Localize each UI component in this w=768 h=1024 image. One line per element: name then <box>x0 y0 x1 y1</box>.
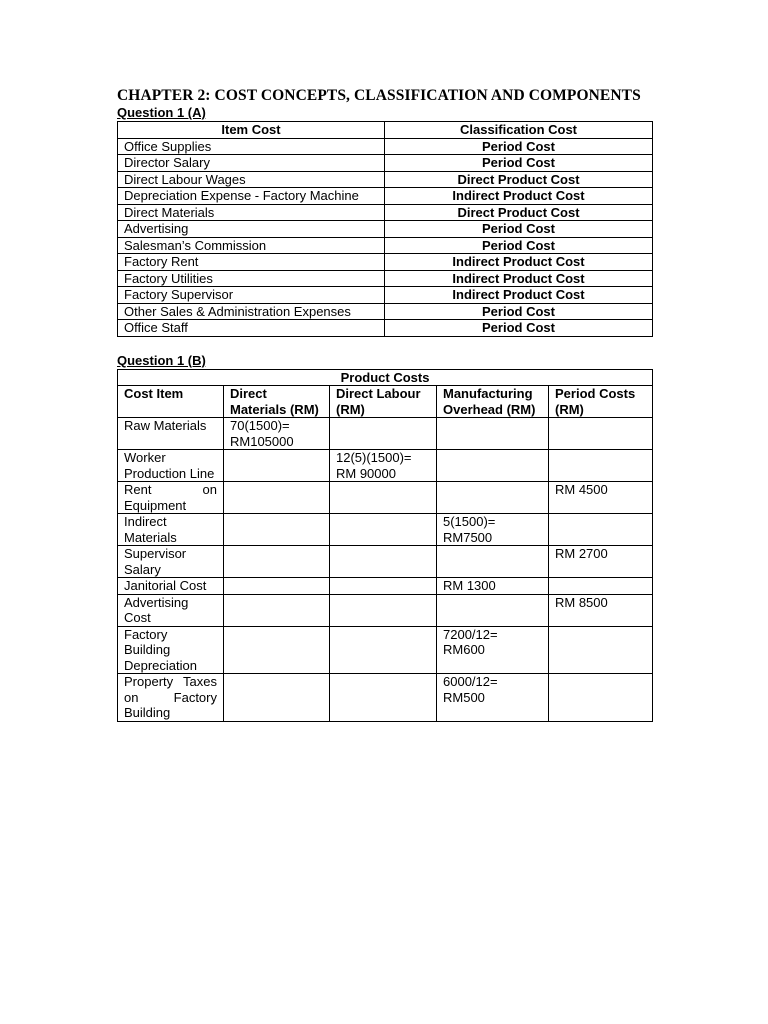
table-row <box>118 320 653 337</box>
item-cost-cell: Office Supplies <box>118 138 385 155</box>
direct-materials-cell <box>224 594 330 626</box>
direct-materials-cell <box>224 514 330 546</box>
table-row <box>118 674 653 722</box>
manufacturing-overhead-cell: 7200/12= RM600 <box>437 626 549 674</box>
column-header-item-cost: Item Cost <box>118 122 385 139</box>
question-1b-heading: Question 1 (B) <box>117 352 206 368</box>
cost-item-cell: Indirect Materials <box>118 514 224 546</box>
direct-materials-cell: 70(1500)= RM105000 <box>224 418 330 450</box>
direct-labour-cell <box>330 594 437 626</box>
table-row <box>118 546 653 578</box>
item-cost-cell: Other Sales & Administration Expenses <box>118 303 385 320</box>
period-costs-cell <box>549 626 653 674</box>
direct-labour-cell <box>330 546 437 578</box>
period-costs-cell: RM 8500 <box>549 594 653 626</box>
item-cost-cell: Advertising <box>118 221 385 238</box>
table-row <box>118 188 653 205</box>
direct-labour-cell <box>330 514 437 546</box>
table-row <box>118 303 653 320</box>
manufacturing-overhead-cell <box>437 546 549 578</box>
manufacturing-overhead-cell <box>437 482 549 514</box>
classification-cell: Period Cost <box>385 138 653 155</box>
period-costs-cell <box>549 418 653 450</box>
cost-item-cell: Worker Production Line <box>118 450 224 482</box>
table-row <box>118 155 653 172</box>
table-row <box>118 270 653 287</box>
product-costs-header: Product Costs <box>118 369 653 386</box>
item-cost-cell: Depreciation Expense - Factory Machine <box>118 188 385 205</box>
classification-cell: Indirect Product Cost <box>385 254 653 271</box>
table-row <box>118 482 653 514</box>
period-costs-cell <box>549 578 653 595</box>
item-cost-cell: Direct Materials <box>118 204 385 221</box>
classification-cell: Period Cost <box>385 303 653 320</box>
direct-labour-cell: 12(5)(1500)= RM 90000 <box>330 450 437 482</box>
cost-item-cell: Janitorial Cost <box>118 578 224 595</box>
cost-item-cell: Raw Materials <box>118 418 224 450</box>
direct-labour-cell <box>330 578 437 595</box>
item-cost-cell: Factory Utilities <box>118 270 385 287</box>
classification-cell: Indirect Product Cost <box>385 270 653 287</box>
direct-materials-cell <box>224 546 330 578</box>
item-cost-cell: Factory Supervisor <box>118 287 385 304</box>
period-costs-cell: RM 4500 <box>549 482 653 514</box>
column-header-manufacturing-overhead: Manufacturing Overhead (RM) <box>437 386 549 418</box>
table-header-row <box>118 386 653 418</box>
cost-breakdown-table <box>117 369 653 722</box>
item-cost-cell: Director Salary <box>118 155 385 172</box>
cost-item-cell: Advertising Cost <box>118 594 224 626</box>
classification-cell: Period Cost <box>385 221 653 238</box>
table-row <box>118 171 653 188</box>
manufacturing-overhead-cell <box>437 594 549 626</box>
classification-cell: Indirect Product Cost <box>385 287 653 304</box>
table-row <box>118 514 653 546</box>
classification-cell: Period Cost <box>385 155 653 172</box>
cost-item-cell: Rent on Equipment <box>118 482 224 514</box>
classification-cell: Period Cost <box>385 237 653 254</box>
column-header-classification: Classification Cost <box>385 122 653 139</box>
direct-labour-cell <box>330 482 437 514</box>
chapter-title: CHAPTER 2: COST CONCEPTS, CLASSIFICATION AND COMPONENTS <box>117 87 641 104</box>
manufacturing-overhead-cell <box>437 450 549 482</box>
direct-materials-cell <box>224 674 330 722</box>
document-page <box>117 86 652 722</box>
manufacturing-overhead-cell: 5(1500)= RM7500 <box>437 514 549 546</box>
item-cost-cell: Office Staff <box>118 320 385 337</box>
direct-materials-cell <box>224 578 330 595</box>
manufacturing-overhead-cell: 6000/12= RM500 <box>437 674 549 722</box>
item-cost-cell: Salesman’s Commission <box>118 237 385 254</box>
table-row <box>118 287 653 304</box>
column-header-direct-materials: Direct Materials (RM) <box>224 386 330 418</box>
item-cost-cell: Factory Rent <box>118 254 385 271</box>
column-header-direct-labour: Direct Labour (RM) <box>330 386 437 418</box>
period-costs-cell: RM 2700 <box>549 546 653 578</box>
column-header-cost-item: Cost Item <box>118 386 224 418</box>
question-1a-heading: Question 1 (A) <box>117 105 206 120</box>
table-row <box>118 204 653 221</box>
table-row <box>118 138 653 155</box>
classification-cell: Direct Product Cost <box>385 171 653 188</box>
direct-labour-cell <box>330 626 437 674</box>
cost-item-cell: Supervisor Salary <box>118 546 224 578</box>
manufacturing-overhead-cell: RM 1300 <box>437 578 549 595</box>
classification-cell: Period Cost <box>385 320 653 337</box>
cost-item-cell: Factory Building Depreciation <box>118 626 224 674</box>
period-costs-cell <box>549 514 653 546</box>
table-row <box>118 578 653 595</box>
direct-materials-cell <box>224 626 330 674</box>
direct-materials-cell <box>224 482 330 514</box>
direct-labour-cell <box>330 418 437 450</box>
table-group-header-row <box>118 369 653 386</box>
column-header-period-costs: Period Costs (RM) <box>549 386 653 418</box>
manufacturing-overhead-cell <box>437 418 549 450</box>
period-costs-cell <box>549 674 653 722</box>
direct-materials-cell <box>224 450 330 482</box>
table-row <box>118 418 653 450</box>
item-cost-cell: Direct Labour Wages <box>118 171 385 188</box>
classification-cell: Indirect Product Cost <box>385 188 653 205</box>
table-row <box>118 254 653 271</box>
table-row <box>118 237 653 254</box>
table-row <box>118 626 653 674</box>
direct-labour-cell <box>330 674 437 722</box>
table-row <box>118 450 653 482</box>
classification-cell: Direct Product Cost <box>385 204 653 221</box>
classification-table <box>117 121 653 337</box>
table-header-row <box>118 122 653 139</box>
period-costs-cell <box>549 450 653 482</box>
table-row <box>118 221 653 238</box>
cost-item-cell: Property Taxes on Factory Building <box>118 674 224 722</box>
table-row <box>118 594 653 626</box>
